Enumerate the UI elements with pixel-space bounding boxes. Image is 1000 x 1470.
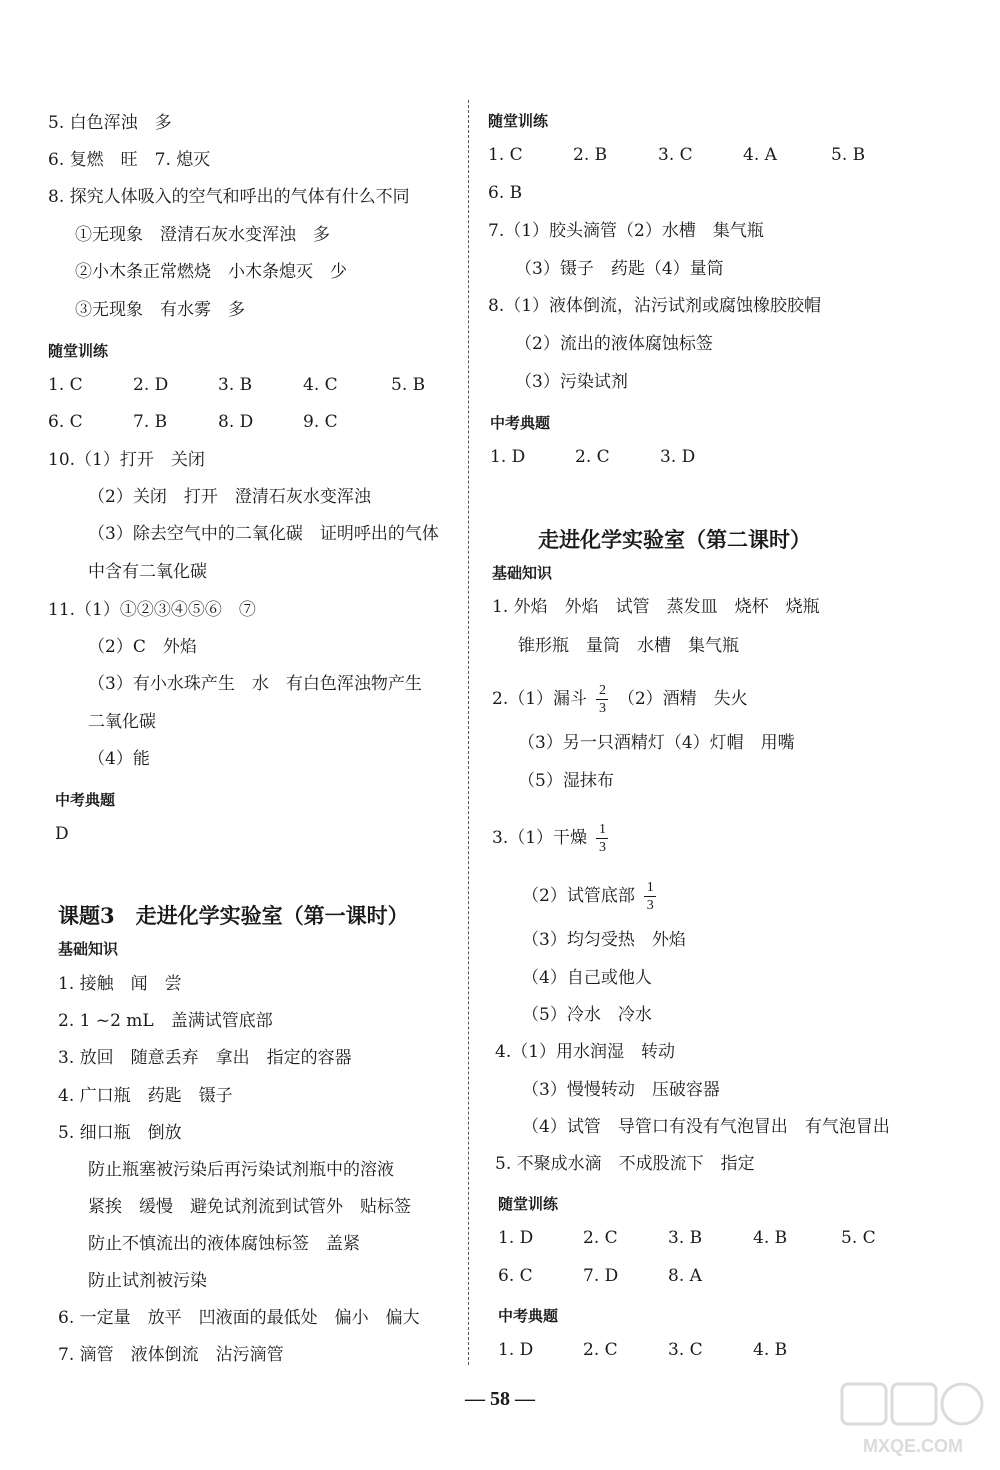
answer-line: （4）试管 导管口有没有气泡冒出 有气泡冒出 (522, 1117, 890, 1137)
answer-line: 二氧化碳 (88, 712, 156, 732)
answer-line: 3. 放回 随意丢弃 拿出 指定的容器 (58, 1048, 352, 1068)
section-header: 中考典题 (490, 414, 551, 432)
fraction-numerator: 1 (646, 880, 654, 895)
fraction (596, 822, 608, 855)
answer-line: （2）C 外焰 (88, 637, 197, 657)
answer-line (522, 880, 660, 913)
answer-line: （3）慢慢转动 压破容器 (522, 1080, 720, 1100)
answer-item: 1. D (498, 1228, 534, 1248)
answer-row (48, 375, 425, 395)
answer-item: 1. C (48, 375, 83, 395)
answer-row (488, 145, 865, 165)
answer-line: （4）能 (88, 749, 150, 769)
answer-item: 1. D (490, 447, 526, 467)
answer-line: （4）自己或他人 (522, 968, 652, 988)
page-number: — 58 — (465, 1388, 535, 1410)
section-header: 基础知识 (492, 564, 553, 582)
answer-item: 4. B (753, 1228, 788, 1248)
answer-item: 2. C (583, 1340, 618, 1360)
answer-item: 5. B (391, 375, 426, 395)
answer-line: （5）湿抹布 (518, 771, 614, 791)
answer-line: 4.（1）用水润湿 转动 (495, 1042, 676, 1062)
answer-text: （2）试管底部 (522, 886, 635, 906)
answer-item: 8. A (668, 1266, 702, 1286)
section-header: 中考典题 (55, 791, 116, 809)
answer-line: 7. 滴管 液体倒流 沾污滴管 (58, 1345, 284, 1365)
lesson-title: 走进化学实验室（第二课时） (538, 527, 811, 552)
answer-row (48, 412, 338, 432)
answer-line: 锥形瓶 量筒 水槽 集气瓶 (518, 636, 739, 656)
answer-item: 9. C (303, 412, 338, 432)
answer-line: 中含有二氧化碳 (88, 562, 207, 582)
answer-item: 6. C (48, 412, 83, 432)
answer-line: 防止瓶塞被污染后再污染试剂瓶中的溶液 (88, 1160, 394, 1180)
answer-line: 5. 白色浑浊 多 (48, 113, 172, 133)
answer-line: 5. 不聚成水滴 不成股流下 指定 (495, 1154, 755, 1174)
answer-text: 3.（1）干燥 (492, 828, 588, 848)
fraction-numerator: 1 (598, 822, 606, 837)
answer-line: 1. 接触 闻 尝 (58, 974, 182, 994)
fraction-denominator: 3 (598, 840, 606, 855)
answer-line: （3）另一只酒精灯（4）灯帽 用嘴 (518, 733, 795, 753)
answer-item: 3. B (218, 375, 253, 395)
fraction-numerator: 2 (598, 683, 606, 698)
answer-item: 4. C (303, 375, 338, 395)
answer-row (498, 1340, 787, 1360)
answer-row (498, 1266, 702, 1286)
answer-line: 11.（1）①②③④⑤⑥ ⑦ (48, 600, 256, 620)
answer-line: 4. 广口瓶 药匙 镊子 (58, 1086, 233, 1106)
fraction (596, 683, 608, 716)
answer-item: 2. D (133, 375, 169, 395)
answer-item: 6. C (498, 1266, 533, 1286)
answer-line: 紧挨 缓慢 避免试剂流到试管外 贴标签 (88, 1197, 411, 1217)
answer-line: （2）关闭 打开 澄清石灰水变浑浊 (88, 487, 371, 507)
answer-item: 2. B (573, 145, 608, 165)
answer-item: 1. C (488, 145, 523, 165)
fraction (644, 880, 656, 913)
answer-line: 8.（1）液体倒流，沾污试剂或腐蚀橡胶胶帽 (488, 296, 822, 316)
answer-item: 3. D (660, 447, 696, 467)
answer-item: 3. B (668, 1228, 703, 1248)
answer-line: ③无现象 有水雾 多 (75, 300, 245, 320)
answer-row (490, 447, 695, 467)
section-header: 随堂训练 (498, 1195, 559, 1213)
watermark-logo (838, 1380, 988, 1460)
fraction-bar (644, 896, 656, 897)
answer-line: （3）均匀受热 外焰 (522, 930, 686, 950)
answer-item: 3. C (658, 145, 693, 165)
answer-line: （5）冷水 冷水 (522, 1005, 652, 1025)
svg-text:MXQE.COM: MXQE.COM (862, 1436, 964, 1456)
answer-line: （3）污染试剂 (515, 372, 628, 392)
answer-line: （2）流出的液体腐蚀标签 (515, 334, 713, 354)
answer-line: 6. B (488, 183, 523, 203)
fraction-bar (596, 838, 608, 839)
section-header: 中考典题 (498, 1307, 559, 1325)
answer-line: ②小木条正常燃烧 小木条熄灭 少 (75, 262, 347, 282)
answer-item: 7. B (133, 412, 168, 432)
lesson-title: 课题3 走进化学实验室（第一课时） (58, 903, 409, 928)
answer-text: 2.（1）漏斗 (492, 689, 588, 709)
column-divider (468, 100, 469, 1365)
answer-line: ①无现象 澄清石灰水变浑浊 多 (75, 225, 330, 245)
answer-line: D (55, 824, 69, 844)
answer-line: 防止试剂被污染 (88, 1271, 207, 1291)
answer-row (498, 1228, 876, 1248)
section-header: 随堂训练 (488, 112, 549, 130)
answer-text: （2）酒精 失火 (617, 689, 748, 709)
answer-line: （3）镊子 药匙（4）量筒 (515, 259, 724, 279)
section-header: 基础知识 (58, 940, 119, 958)
answer-item: 8. D (218, 412, 254, 432)
answer-line: 10.（1）打开 关闭 (48, 450, 205, 470)
answer-line: 6. 复燃 旺 7. 熄灭 (48, 150, 211, 170)
answer-item: 2. C (583, 1228, 618, 1248)
answer-item: 2. C (575, 447, 610, 467)
answer-line (492, 822, 612, 855)
answer-item: 3. C (668, 1340, 703, 1360)
answer-item: 7. D (583, 1266, 619, 1286)
answer-line: 6. 一定量 放平 凹液面的最低处 偏小 偏大 (58, 1308, 420, 1328)
answer-item: 1. D (498, 1340, 534, 1360)
answer-line: 1. 外焰 外焰 试管 蒸发皿 烧杯 烧瓶 (492, 597, 820, 617)
answer-line: 2. 1 ~2 mL 盖满试管底部 (58, 1011, 273, 1031)
answer-item: 4. B (753, 1340, 788, 1360)
answer-item: 5. C (841, 1228, 876, 1248)
answer-line: （3）有小水珠产生 水 有白色浑浊物产生 (88, 674, 422, 694)
fraction-denominator: 3 (598, 701, 606, 716)
answer-line: 防止不慎流出的液体腐蚀标签 盖紧 (88, 1234, 360, 1254)
answer-line: （3）除去空气中的二氧化碳 证明呼出的气体 (88, 524, 439, 544)
answer-item: 4. A (743, 145, 777, 165)
fraction-denominator: 3 (646, 898, 654, 913)
answer-item: 5. B (831, 145, 866, 165)
answer-line: 5. 细口瓶 倒放 (58, 1123, 182, 1143)
answer-line: 8. 探究人体吸入的空气和呼出的气体有什么不同 (48, 187, 410, 207)
answer-line: 7.（1）胶头滴管（2）水槽 集气瓶 (488, 221, 764, 241)
answer-line (492, 683, 748, 716)
section-header: 随堂训练 (48, 342, 109, 360)
fraction-bar (596, 699, 608, 700)
